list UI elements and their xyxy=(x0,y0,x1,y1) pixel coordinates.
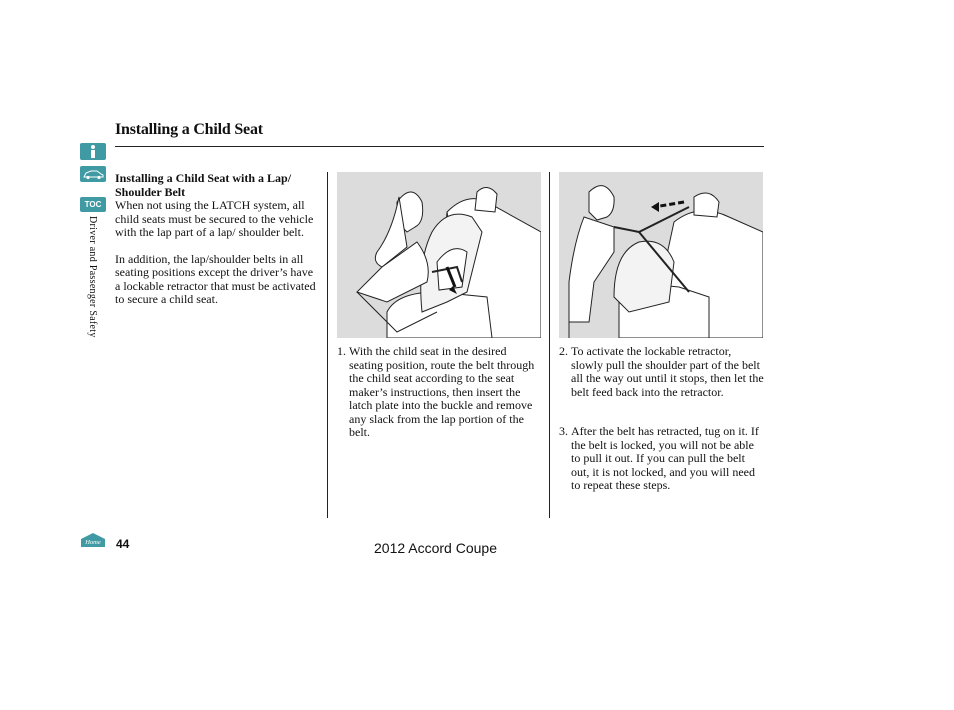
illustration-pull-belt xyxy=(559,172,763,338)
section-subheading: Installing a Child Seat with a Lap/ Shoulder Belt xyxy=(115,171,292,199)
column-divider xyxy=(327,172,328,518)
footer-model-name: 2012 Accord Coupe xyxy=(374,540,497,556)
intro-column xyxy=(115,172,321,307)
car-icon[interactable] xyxy=(80,166,106,182)
title-divider xyxy=(115,146,764,147)
home-icon xyxy=(80,532,106,548)
step-3 xyxy=(559,425,765,493)
step-text: After the belt has retracted, tug on it. If the belt is locked, you will not be able to pull it out. If you can pull the belt out, it is not locked, and you will need to repeat these steps. xyxy=(571,424,759,492)
step-number: 2. xyxy=(559,344,568,358)
retractor-illustration xyxy=(559,172,763,338)
page-number: 44 xyxy=(116,537,130,551)
toc-button[interactable]: TOC xyxy=(80,197,106,212)
child-seat-illustration xyxy=(337,172,541,338)
info-icon[interactable] xyxy=(80,143,106,160)
intro-paragraph-2: In addition, the lap/shoulder belts in all seating positions except the driver’s have a lockable retractor that must be activated to secure a child seat. xyxy=(115,251,316,306)
page-title: Installing a Child Seat xyxy=(115,121,263,138)
section-tab-label: Driver and Passenger Safety xyxy=(87,216,98,338)
step-number: 3. xyxy=(559,424,568,438)
step-text: With the child seat in the desired seating position, route the belt through the child seat according to the seat maker’s instructions, then insert the latch plate into the buckle and remove any slack from the lap portion of the belt. xyxy=(349,344,535,439)
step-1 xyxy=(337,345,540,440)
home-label: Home xyxy=(85,539,101,546)
intro-paragraph-1: When not using the LATCH system, all child seats must be secured to the vehicle with the lap part of a lap/ shoulder belt. xyxy=(115,198,314,239)
home-button[interactable] xyxy=(80,532,106,548)
step-number: 1. xyxy=(337,344,346,358)
illustration-route-belt xyxy=(337,172,541,338)
info-glyph xyxy=(80,143,106,160)
car-glyph xyxy=(80,166,106,182)
column-divider xyxy=(549,172,550,518)
step-2 xyxy=(559,345,765,399)
step-text: To activate the lockable retractor, slowly pull the shoulder part of the belt all the way out until it stops, then let the belt feed back into the retractor. xyxy=(571,344,764,399)
